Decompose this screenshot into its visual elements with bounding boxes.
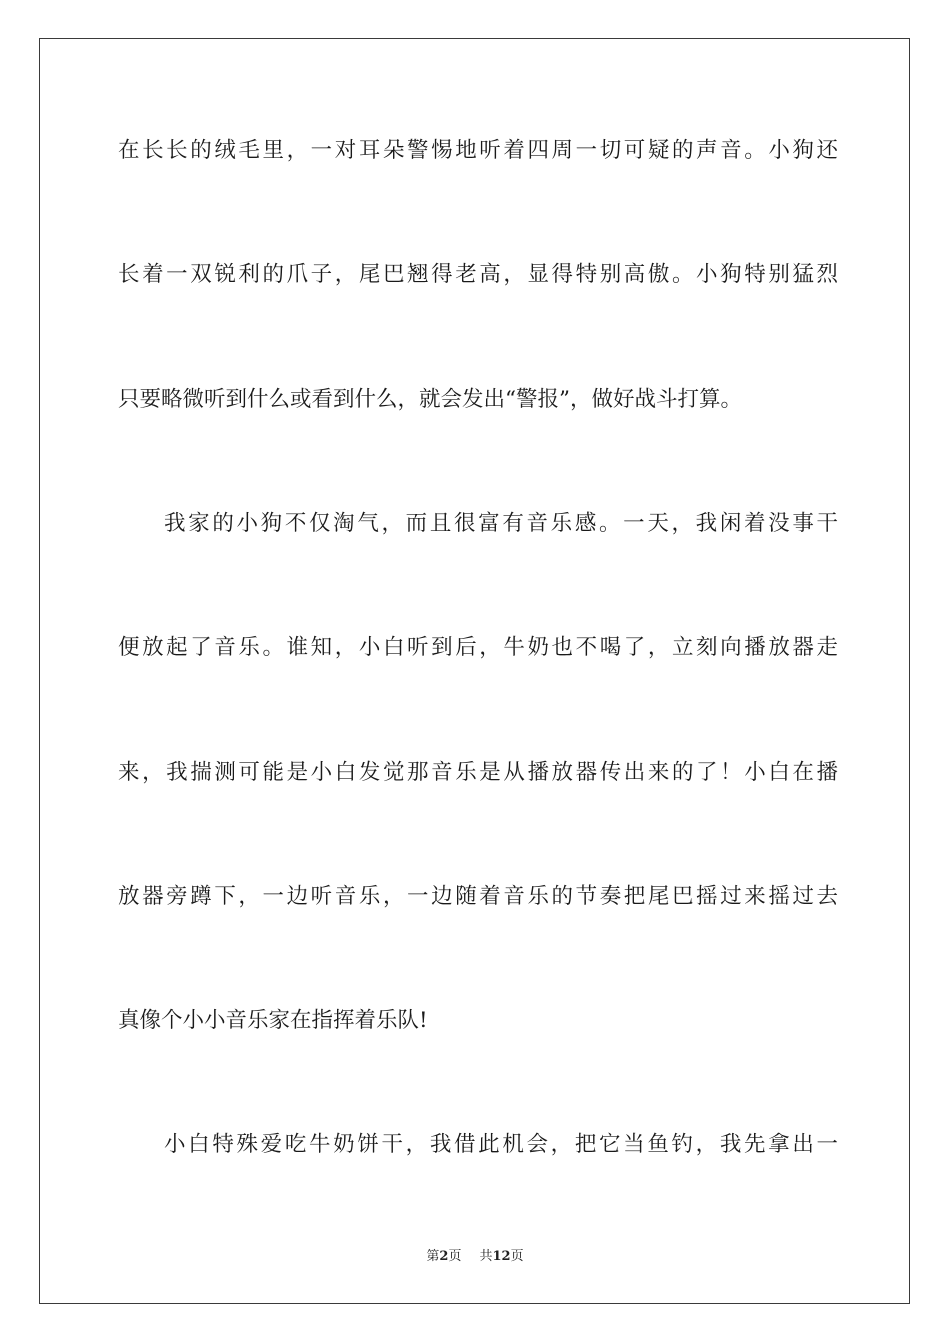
body-line-3: 只要略微听到什么或看到什么，就会发出“警报”，做好战斗打算。	[118, 387, 742, 412]
page-footer	[0, 1246, 950, 1268]
total-suffix: 页	[510, 1249, 524, 1264]
page-prefix: 第	[426, 1249, 440, 1264]
page-number: 2	[439, 1249, 449, 1264]
body-line-6: 来，我揣测可能是小白发觉那音乐是从播放器传出来的了！小白在播	[118, 760, 838, 785]
body-line-2: 长着一双锐利的爪子，尾巴翘得老高，显得特别高傲。小狗特别猛烈	[118, 262, 838, 287]
page-frame	[39, 38, 910, 1304]
body-line-7: 放器旁蹲下，一边听音乐，一边随着音乐的节奏把尾巴摇过来摇过去	[118, 884, 838, 909]
body-line-1: 在长长的绒毛里，一对耳朵警惕地听着四周一切可疑的声音。小狗还	[118, 138, 838, 163]
body-line-4: 我家的小狗不仅淘气，而且很富有音乐感。一天，我闲着没事干	[164, 511, 838, 536]
body-line-9: 小白特殊爱吃牛奶饼干，我借此机会，把它当鱼钓，我先拿出一	[164, 1132, 838, 1157]
body-line-8: 真像个小小音乐家在指挥着乐队!	[118, 1008, 428, 1033]
total-prefix: 共	[479, 1249, 493, 1264]
total-pages: 12	[492, 1249, 511, 1264]
body-line-5: 便放起了音乐。谁知，小白听到后，牛奶也不喝了，立刻向播放器走	[118, 635, 838, 660]
page-suffix: 页	[448, 1249, 462, 1264]
